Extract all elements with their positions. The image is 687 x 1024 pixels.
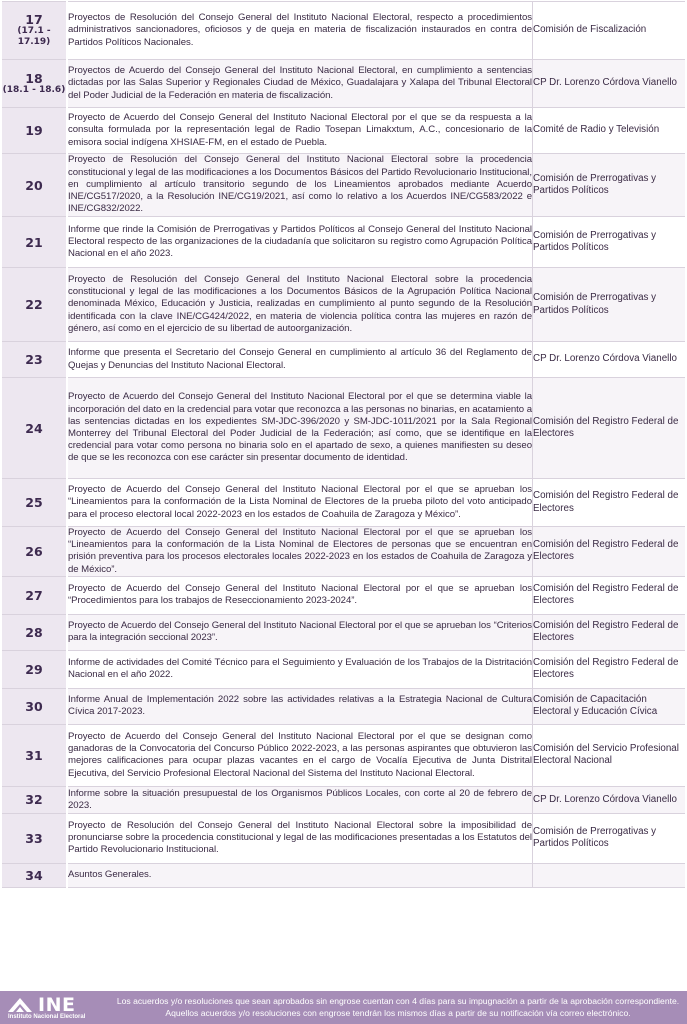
item-description: Proyectos de Acuerdo del Consejo General del Instituto Nacional Electoral, en cumplimiento a sentencias dictadas por las Salas Superior y Regionales Ciudad de México, Guadalajara y Xalapa del Tribunal Electoral del Poder Judicial de la Federación en materia de fiscalización. (67, 60, 533, 108)
agenda-row (2, 786, 685, 813)
agenda-row (2, 688, 685, 724)
item-subrange: (17.1 - 17.19) (17, 26, 51, 47)
item-description: Proyecto de Acuerdo del Consejo General del Instituto Nacional Electoral por el que se designan como ganadoras de la Convocatoria del Concurso Público 2022-2023, a las personas aspirantes que obtuvieron las mejores calificaciones para ocupar plazas vacantes en el cargo de Vocalía Ejecutiva de Junta Distrital Ejecutiva, del Servicio Profesional Electoral Nacional del Sistema del Instituto Nacional Electoral. (67, 724, 533, 786)
item-number-cell (2, 527, 67, 577)
item-description: Informe que presenta el Secretario del Consejo General en cumplimiento al artículo 36 del Reglamento de Quejas y Denuncias del Instituto Nacional Electoral. (67, 342, 533, 378)
item-number-cell (2, 724, 67, 786)
item-number: 22 (25, 297, 43, 312)
item-number: 23 (25, 352, 43, 367)
item-number-cell (2, 268, 67, 342)
logo-subtitle: Instituto Nacional Electoral (8, 1014, 86, 1020)
item-number-cell (2, 576, 67, 614)
item-number-cell (2, 650, 67, 688)
item-number-cell (2, 863, 67, 887)
item-description: Informe de actividades del Comité Técnico para el Seguimiento y Evaluación de los Trabajos de la Distritación Nacional en el año 2022. (67, 650, 533, 688)
agenda-row (2, 724, 685, 786)
item-responsible: Comité de Radio y Televisión (533, 108, 686, 154)
agenda-row (2, 813, 685, 863)
item-responsible: Comisión de Fiscalización (533, 2, 686, 60)
item-number: 27 (25, 587, 43, 603)
item-responsible: Comisión del Registro Federal de Electores (533, 576, 686, 614)
item-number-cell (2, 108, 67, 154)
footer-note-line-1: Los acuerdos y/o resoluciones que sean aprobados sin engrose cuentan con 4 días para su impugnación a partir de la aprobación correspondiente. (116, 996, 680, 1006)
agenda-row (2, 527, 685, 577)
agenda-row (2, 614, 685, 650)
item-responsible: Comisión del Registro Federal de Electores (533, 378, 686, 479)
agenda-row (2, 60, 685, 108)
item-number-cell (2, 342, 67, 378)
item-number: 33 (25, 830, 43, 846)
item-number: 24 (25, 420, 43, 436)
agenda-row (2, 268, 685, 342)
item-description: Proyecto de Acuerdo del Consejo General del Instituto Nacional Electoral por el que se determina viable la incorporación del dato en la credencial para votar que reconozca a las personas no binarias, en acatamiento a las sentencias dictadas en los expedientes SM-JDC-396/2020 y SM-JDC-1011/2021 por la Sala Regional Monterrey del Tribunal Electoral del Poder Judicial de la Federación; así como, que se identifique en la credencial para votar como persona no binaria solo en el apartado de sexo, a quienes manifiesten su deseo de que se les reconozca con ese carácter sin presentar documento de identidad. (67, 378, 533, 479)
agenda-row (2, 217, 685, 268)
agenda-row (2, 2, 685, 60)
item-responsible: Comisión de Prerrogativas y Partidos Políticos (533, 154, 686, 217)
item-number: 18 (25, 70, 43, 86)
item-description: Proyecto de Acuerdo del Consejo General del Instituto Nacional Electoral por el que se da respuesta a la consulta formulada por la representación legal de Radio Tosepan Limakxtum, A.C., concesionario de la emisora social indígena XHSIAE-FM, en el estado de Puebla. (67, 108, 533, 154)
item-number: 19 (25, 123, 43, 138)
item-responsible: Comisión del Registro Federal de Electores (533, 479, 686, 527)
item-description: Proyectos de Resolución del Consejo General del Instituto Nacional Electoral, respecto a procedimientos administrativos sancionadores, oficiosos y de queja en materia de fiscalización instaurados en contra de Partidos Políticos Nacionales. (67, 2, 533, 60)
agenda-row (2, 154, 685, 217)
item-responsible: Comisión del Servicio Profesional Electoral Nacional (533, 724, 686, 786)
item-description: Proyecto de Resolución del Consejo General del Instituto Nacional Electoral sobre la procedencia constitucional y legal de las modificaciones a los Documentos Básicos del Partido Revolucionario Institucional, en cumplimiento al artículo transitorio segundo de los Lineamientos aprobados mediante Acuerdo INE/CG517/2020, a la Resolución INE/CG19/2021, así como lo relativo a los Acuerdos INE/CG583/2022 e INE/CG832/2022. (67, 154, 533, 217)
item-number-cell (2, 217, 67, 268)
item-responsible: Comisión de Prerrogativas y Partidos Políticos (533, 268, 686, 342)
item-number: 32 (25, 792, 43, 808)
agenda-row (2, 863, 685, 887)
item-number: 21 (25, 234, 43, 250)
ine-logo (4, 994, 104, 1022)
item-description: Proyecto de Acuerdo del Consejo General del Instituto Nacional Electoral por el que se aprueban los “Criterios para la integración seccional 2023”. (67, 614, 533, 650)
item-description: Proyecto de Acuerdo del Consejo General del Instituto Nacional Electoral por el que se aprueban los “Lineamientos para la conformación de la Lista Nominal de Electores de la prueba piloto del voto anticipado para el proceso electoral local 2022-2023 en los estados de Coahuila de Zaragoza y México”. (67, 479, 533, 527)
item-number-cell (2, 2, 67, 60)
item-responsible (533, 863, 686, 887)
item-description: Proyecto de Acuerdo del Consejo General del Instituto Nacional Electoral por el que se aprueban los “Procedimientos para los trabajos de Reseccionamiento 2023-2024”. (67, 576, 533, 614)
item-description: Proyecto de Acuerdo del Consejo General del Instituto Nacional Electoral por el que se aprueban los “Lineamientos para la conformación de la Lista Nominal de Electores de personas que se encuentran en prisión preventiva para los procesos electorales locales 2022-2023 en los estados de Coahuila de Zaragoza y de México”. (68, 527, 532, 575)
item-description: Proyecto de Resolución del Consejo General del Instituto Nacional Electoral sobre la imposibilidad de pronunciarse sobre la procedencia constitucional y legal de las modificaciones presentadas a los Estatutos del Partido Revolucionario Institucional. (67, 813, 533, 863)
item-number: 25 (25, 495, 43, 510)
logo-text: INE (38, 994, 76, 1016)
item-number: 20 (25, 177, 43, 193)
item-responsible: Comisión del Registro Federal de Electores (533, 650, 686, 688)
agenda-row (2, 650, 685, 688)
agenda-row (2, 576, 685, 614)
agenda-row (2, 378, 685, 479)
item-responsible: CP Dr. Lorenzo Córdova Vianello (533, 342, 686, 378)
item-responsible: CP Dr. Lorenzo Córdova Vianello (533, 786, 686, 813)
item-number: 30 (25, 698, 43, 714)
item-number-cell (2, 60, 67, 108)
item-description: Asuntos Generales. (67, 863, 533, 887)
item-number-cell (2, 813, 67, 863)
footer-bar (0, 991, 687, 1024)
item-subrange: (18.1 - 18.6) (2, 84, 66, 95)
item-responsible: CP Dr. Lorenzo Córdova Vianello (533, 60, 686, 108)
agenda-table (2, 1, 685, 888)
item-number-cell (2, 614, 67, 650)
item-number: 29 (25, 661, 43, 677)
item-description: Proyecto de Resolución del Consejo General del Instituto Nacional Electoral sobre la procedencia constitucional y legal de las modificaciones a los Documentos Básicos de la Agrupación Política Nacional denominada México, Educación y Justicia, realizadas en cumplimiento al punto segundo de la Resolución identificada con la clave INE/CG424/2022, en materia de violencia política contra las mujeres en razón de género, así como en el ejercicio de su libertad de autoorganización. (67, 268, 533, 342)
item-number-cell (2, 479, 67, 527)
item-description: Informe sobre la situación presupuestal de los Organismos Públicos Locales, con corte al 20 de febrero de 2023. (67, 786, 533, 813)
agenda-row (2, 342, 685, 378)
item-responsible: Comisión del Registro Federal de Electores (533, 527, 686, 577)
footer-note-line-2: Aquellos acuerdos y/o resoluciones con engrose tendrán los mismos días a partir de su notificación vía correo electrónico. (165, 1007, 631, 1018)
item-number: 17 (25, 12, 43, 27)
item-number-cell (2, 154, 67, 217)
footer-note (114, 996, 682, 1019)
item-number: 34 (25, 867, 43, 883)
item-number-cell (2, 688, 67, 724)
item-responsible: Comisión de Prerrogativas y Partidos Políticos (533, 813, 686, 863)
item-number: 28 (25, 624, 43, 640)
item-number: 31 (25, 747, 43, 763)
agenda-table-body (2, 2, 685, 888)
agenda-row (2, 108, 685, 154)
item-number-cell (2, 786, 67, 813)
item-responsible: Comisión de Prerrogativas y Partidos Políticos (533, 217, 686, 268)
agenda-row (2, 479, 685, 527)
item-number: 26 (25, 543, 43, 559)
item-description: Informe Anual de Implementación 2022 sobre las actividades relativas a la Estrategia Nacional de Cultura Cívica 2017-2023. (67, 688, 533, 724)
item-responsible: Comisión del Registro Federal de Electores (533, 614, 686, 650)
item-description: Informe que rinde la Comisión de Prerrogativas y Partidos Políticos al Consejo General del Instituto Nacional Electoral respecto de las organizaciones de la ciudadanía que solicitaron su registro como Agrupación Política Nacional en el año 2023. (67, 217, 533, 268)
item-number-cell (2, 378, 67, 479)
item-responsible: Comisión de Capacitación Electoral y Educación Cívica (533, 688, 686, 724)
ine-logo-icon (6, 996, 36, 1014)
